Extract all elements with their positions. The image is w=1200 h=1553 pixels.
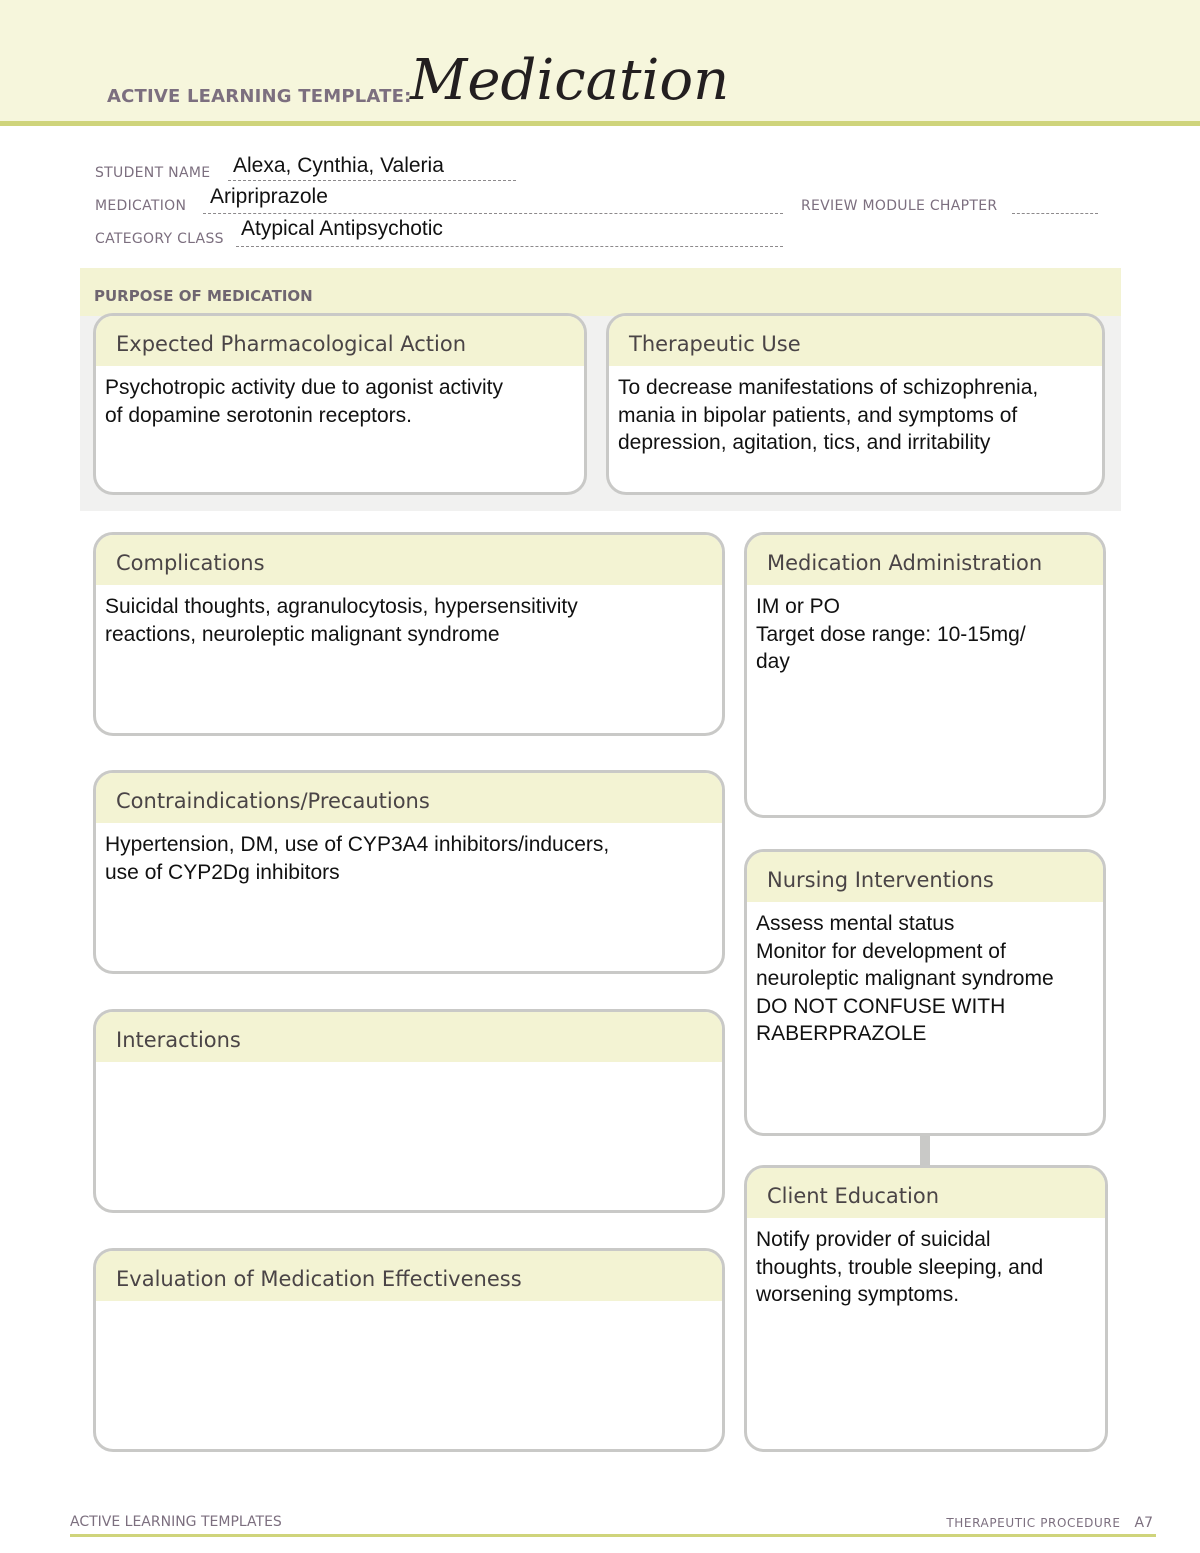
review-module-field[interactable] (1012, 213, 1098, 214)
evaluation-box (93, 1248, 725, 1452)
therapeutic-use-title: Therapeutic Use (609, 316, 1102, 366)
category-class-label: CATEGORY CLASS (95, 231, 224, 247)
interactions-box (93, 1009, 725, 1213)
nursing-interventions-title: Nursing Interventions (747, 852, 1103, 902)
contraindications-box (93, 770, 725, 974)
therapeutic-use-text[interactable]: To decrease manifestations of schizophrenia, mania in bipolar patients, and symptoms of depression, agitation, tics, and irritability (618, 376, 1039, 454)
evaluation-title: Evaluation of Medication Effectiveness (96, 1251, 722, 1301)
category-class-field[interactable]: Atypical Antipsychotic (241, 217, 443, 240)
footer-rule (70, 1534, 1156, 1537)
footer-section: THERAPEUTIC PROCEDURE (946, 1516, 1121, 1530)
interactions-title: Interactions (96, 1012, 722, 1062)
complications-title: Complications (96, 535, 722, 585)
footer-right (946, 1515, 1153, 1531)
category-class-line (236, 246, 783, 247)
client-education-box (744, 1165, 1108, 1452)
medication-field[interactable]: Aripriprazole (210, 185, 328, 208)
interactions-text[interactable] (96, 1062, 722, 1070)
student-name-field[interactable]: Alexa, Cynthia, Valeria (233, 154, 444, 177)
student-name-label: STUDENT NAME (95, 165, 211, 181)
expected-action-box (93, 313, 587, 495)
medication-administration-title: Medication Administration (747, 535, 1103, 585)
therapeutic-use-box (606, 313, 1105, 495)
student-name-line (228, 180, 516, 181)
nursing-interventions-box (744, 849, 1106, 1136)
evaluation-text[interactable] (96, 1301, 722, 1309)
template-label: ACTIVE LEARNING TEMPLATE: (107, 86, 412, 107)
contraindications-title: Contraindications/Precautions (96, 773, 722, 823)
purpose-label: PURPOSE OF MEDICATION (94, 287, 313, 305)
complications-box (93, 532, 725, 736)
review-module-label: REVIEW MODULE CHAPTER (801, 198, 998, 214)
medication-label: MEDICATION (95, 198, 187, 214)
page-title: Medication (410, 48, 730, 113)
box-connector (920, 1135, 930, 1167)
expected-action-title: Expected Pharmacological Action (96, 316, 584, 366)
footer-page-number: A7 (1134, 1515, 1153, 1531)
complications-text[interactable]: Suicidal thoughts, agranulocytosis, hypersensitivity reactions, neuroleptic malignant syndrome (105, 595, 578, 646)
medication-administration-text[interactable]: IM or PO Target dose range: 10-15mg/ day (756, 595, 1026, 673)
header-rule (0, 121, 1200, 126)
client-education-text[interactable]: Notify provider of suicidal thoughts, trouble sleeping, and worsening symptoms. (756, 1228, 1044, 1306)
footer-left: ACTIVE LEARNING TEMPLATES (70, 1514, 282, 1530)
medication-line (203, 213, 783, 214)
expected-action-text[interactable]: Psychotropic activity due to agonist activity of dopamine serotonin receptors. (105, 376, 504, 427)
client-education-title: Client Education (747, 1168, 1105, 1218)
contraindications-text[interactable]: Hypertension, DM, use of CYP3A4 inhibitors/inducers, use of CYP2Dg inhibitors (105, 833, 610, 884)
medication-administration-box (744, 532, 1106, 818)
nursing-interventions-text[interactable]: Assess mental status Monitor for development of neuroleptic malignant syndrome DO NOT CONFUSE WITH RABERPRAZOLE (756, 912, 1054, 1045)
